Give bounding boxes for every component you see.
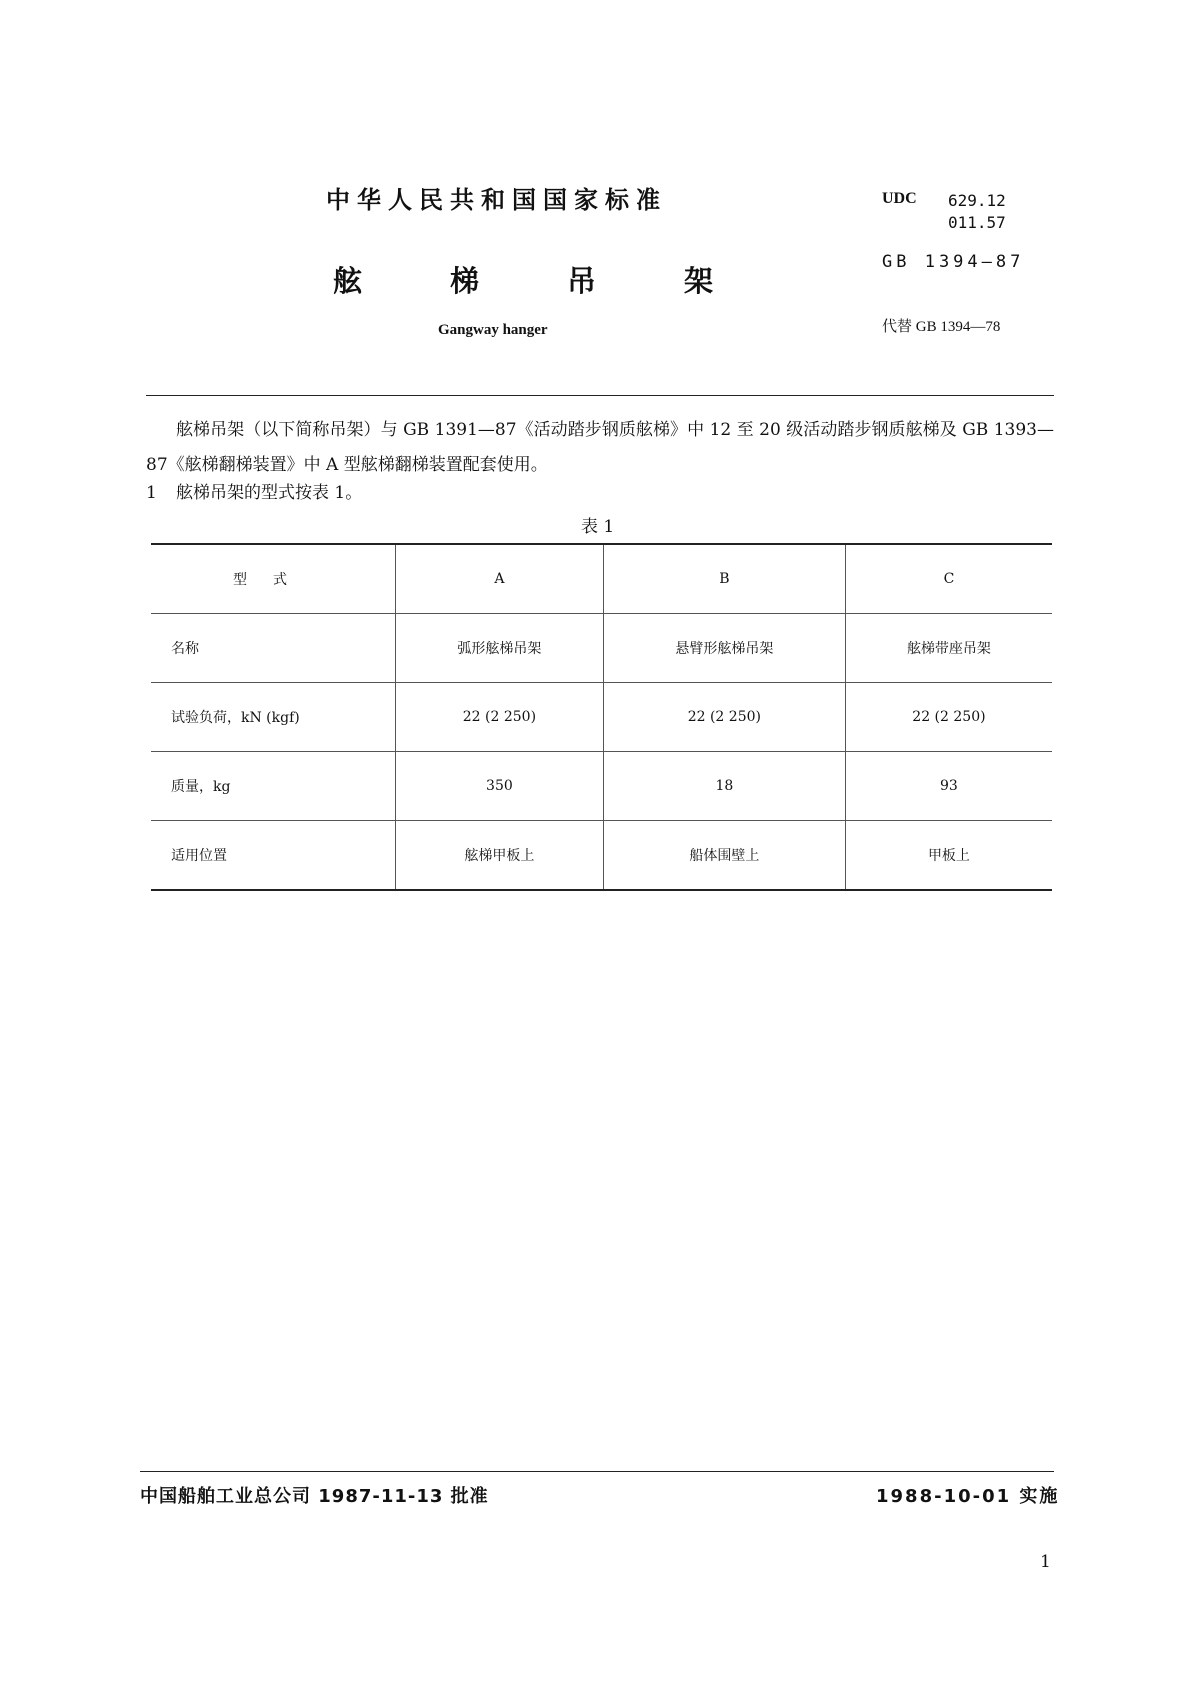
table-cell: 质量，kg [151, 752, 396, 821]
header-divider [146, 395, 1054, 396]
page-number: 1 [1040, 1552, 1051, 1572]
table-cell: 试验负荷，kN (kgf) [151, 683, 396, 752]
table-cell: C [845, 544, 1052, 614]
table-cell: 适用位置 [151, 821, 396, 891]
clause-number: 1 [146, 483, 157, 503]
clause-1 [146, 478, 362, 503]
table-cell: 22 (2 250) [396, 683, 604, 752]
udc-code-line: 629.12 [948, 191, 1006, 210]
standard-title: 中华人民共和国国家标准 [326, 186, 667, 214]
replaces-note: 代替 GB 1394—78 [882, 319, 1001, 335]
document-title-char: 吊 [566, 264, 596, 298]
table-cell: 型式 [151, 544, 396, 614]
table-cell: B [603, 544, 845, 614]
table-cell: 名称 [151, 614, 396, 683]
standard-number: GB 1394—87 [882, 252, 1025, 272]
footer-divider [140, 1471, 1054, 1472]
table-cell: 93 [845, 752, 1052, 821]
document-title-char: 舷 [333, 264, 363, 298]
table-cell: 甲板上 [845, 821, 1052, 891]
table-cell: 舷梯甲板上 [396, 821, 604, 891]
udc-code-line: 011.57 [948, 213, 1006, 232]
document-subtitle: Gangway hanger [438, 322, 548, 338]
table-cell: A [396, 544, 604, 614]
table-cell: 350 [396, 752, 604, 821]
table-row [151, 821, 1052, 891]
spec-table [151, 543, 1052, 891]
table-row [151, 683, 1052, 752]
clause-text: 舷梯吊架的型式按表 1。 [176, 483, 363, 503]
table-cell: 舷梯带座吊架 [845, 614, 1052, 683]
table-cell: 18 [603, 752, 845, 821]
table-cell: 弧形舷梯吊架 [396, 614, 604, 683]
effective-date: 1988-10-01 实施 [876, 1486, 1060, 1507]
intro-paragraph: 舷梯吊架（以下简称吊架）与 GB 1391—87《活动踏步钢质舷梯》中 12 至 20 级活动踏步钢质舷梯及 GB 1393—87《舷梯翻梯装置》中 A 型舷梯翻梯装置配套使用。 [146, 420, 1054, 475]
table-row [151, 614, 1052, 683]
table-cell: 悬臂形舷梯吊架 [603, 614, 845, 683]
table-row [151, 752, 1052, 821]
table-cell: 22 (2 250) [603, 683, 845, 752]
udc-label: UDC [882, 190, 917, 207]
approval-note: 中国船舶工业总公司 1987-11-13 批准 [140, 1486, 489, 1507]
table-cell: 船体围壁上 [603, 821, 845, 891]
document-title-char: 梯 [449, 264, 479, 298]
table-cell: 22 (2 250) [845, 683, 1052, 752]
table-caption: 表 1 [581, 517, 615, 537]
table-header-row [151, 544, 1052, 614]
document-title [333, 259, 713, 300]
udc-code [948, 190, 1006, 234]
document-title-char: 架 [683, 264, 713, 298]
